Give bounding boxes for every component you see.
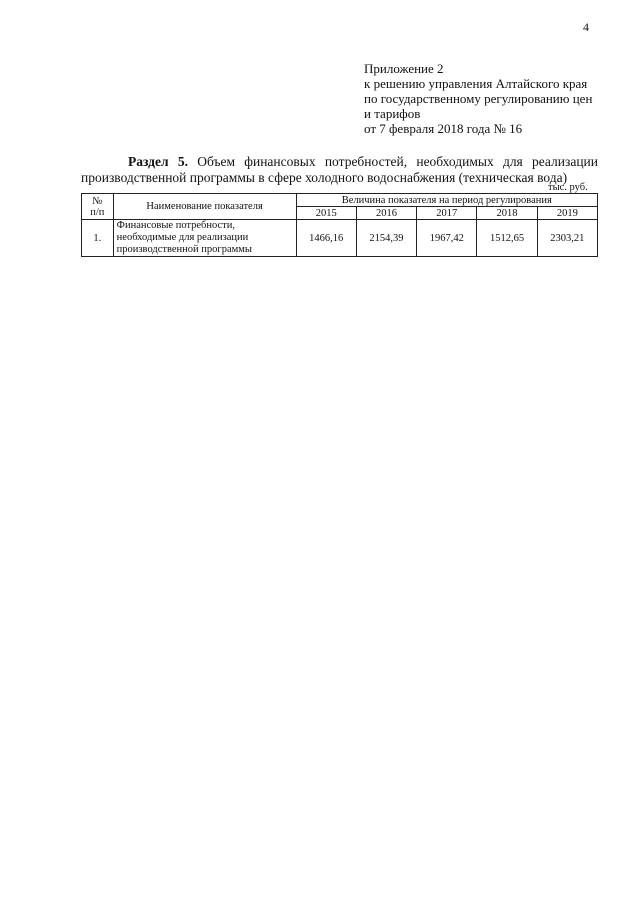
header-name: Наименование показателя [113, 194, 296, 220]
section-text: Объем финансовых потребностей, необходимых для реализации производственной программы в сфере холодного водоснабжения (техническая вода) [81, 154, 598, 185]
header-num-line2: п/п [90, 206, 105, 218]
section-label: Раздел 5. [128, 154, 188, 169]
appendix-line: по государственному регулированию цен [364, 91, 593, 106]
header-period: Величина показателя на период регулирования [296, 194, 597, 207]
row-indicator-name: Финансовые потребности, необходимые для реализации производственной программы [113, 220, 296, 257]
appendix-line: Приложение 2 [364, 61, 444, 76]
year-cell: 2016 [356, 207, 416, 220]
row-number: 1. [82, 220, 114, 257]
table-row [82, 220, 598, 257]
appendix-line: к решению управления Алтайского края [364, 76, 588, 91]
year-cell: 2019 [537, 207, 597, 220]
row-value: 2303,21 [537, 220, 597, 257]
table-header-row [82, 194, 598, 207]
header-num [82, 194, 114, 220]
header-num-line1: № [92, 195, 103, 207]
appendix-line: и тарифов [364, 106, 421, 121]
units-label: тыс. руб. [548, 182, 588, 193]
appendix-header [364, 61, 624, 136]
page-number: 4 [583, 20, 589, 34]
row-value: 2154,39 [356, 220, 416, 257]
year-cell: 2015 [296, 207, 356, 220]
appendix-line: от 7 февраля 2018 года № 16 [364, 121, 523, 136]
row-value: 1512,65 [477, 220, 537, 257]
year-cell: 2018 [477, 207, 537, 220]
row-value: 1967,42 [417, 220, 477, 257]
section-title [81, 154, 598, 186]
indicators-table [81, 193, 598, 257]
year-cell: 2017 [417, 207, 477, 220]
row-value: 1466,16 [296, 220, 356, 257]
